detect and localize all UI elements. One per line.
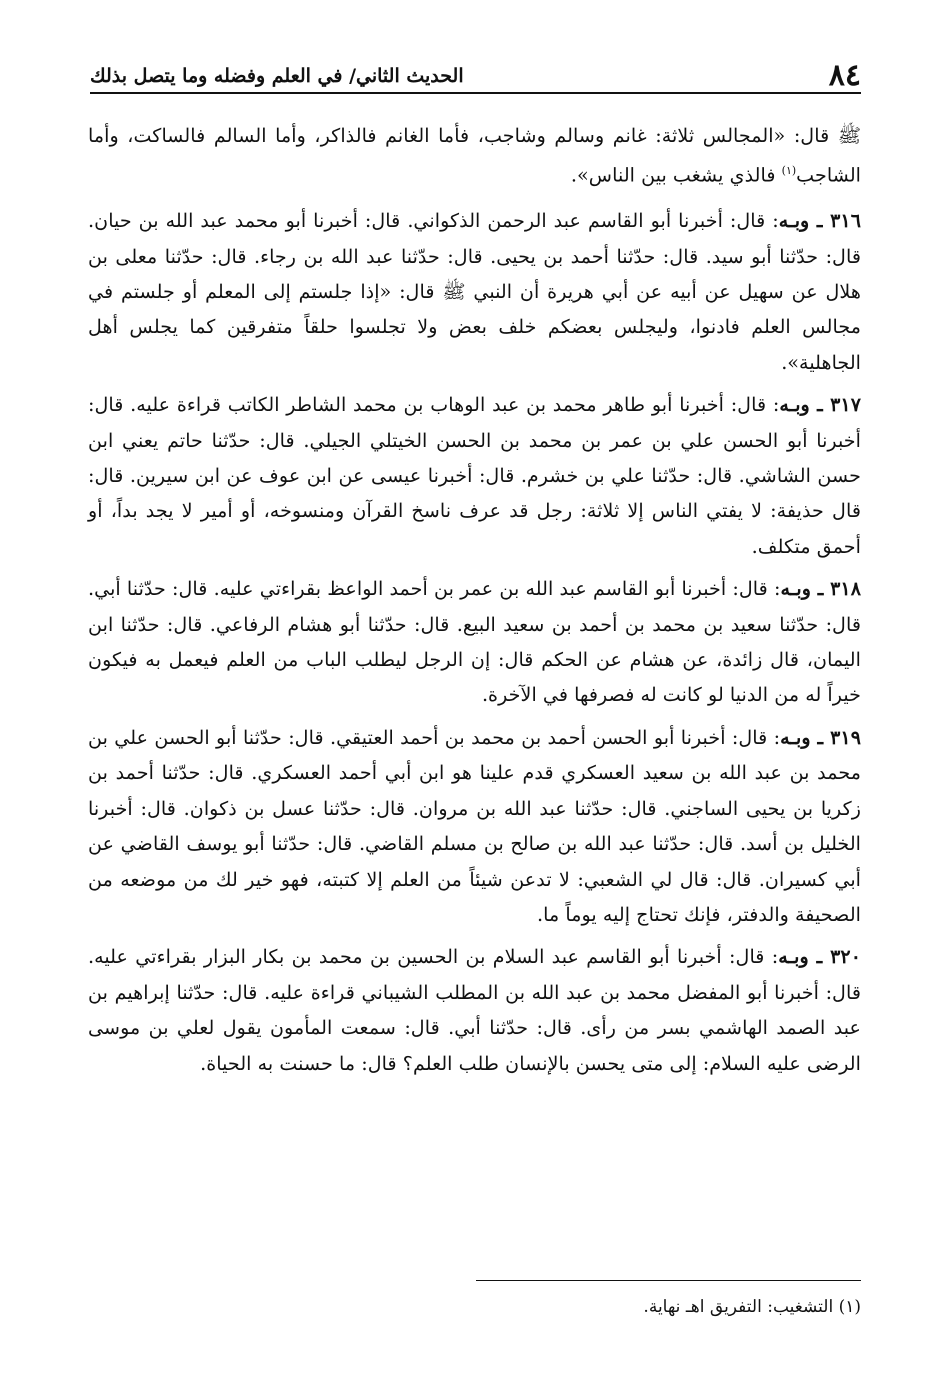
paragraph-text: : قال: أخبرنا أبو القاسم عبد الله بن عمر بن أحمد الواعظ بقراءتي عليه. قال: حدّثنا أبي. قال: حدّثنا سعيد بن محمد بن أحمد بن سعيد البيع. قال: حدّثنا أبو هشام الرفاعي. قال: حدّثنا ابن اليمان، قال زائدة، عن هشام عن الحكم قال: إن الرجل ليطلب الباب من العلم فيعمل به فيكون خيراً له من الدنيا لو كانت له فصرفها في الآخرة.	[88, 577, 861, 707]
paragraph-text: : قال: أخبرنا أبو الحسن أحمد بن محمد بن أحمد العتيقي. قال: حدّثنا أبو الحسن علي بن محمد بن عبد الله بن سعيد العسكري قدم علينا هو ابن أبي أحمد العسكري. قال: حدّثنا أحمد بن زكريا بن يحيى الساجني. قال: حدّثنا عبد الله بن مروان. قال: حدّثنا عسل بن ذكوان. قال: أخبرنا الخليل بن أسد. قال: حدّثنا عبد الله بن صالح بن مسلم القاضي. قال: حدّثنا أبو يوسف القاضي عن أبي كسيران. قال: قال لي الشعبي: لا تدعن شيئاً من العلم إلا كتبته، فهو خير لك من موضعه من الصحيفة والدفتر، فإنك تحتاج إليه يوماً ما.	[88, 725, 861, 926]
paragraph-text: : قال: أخبرنا أبو طاهر محمد بن عبد الوهاب بن محمد الشاطر الكاتب قراءة عليه. قال: أخبرنا أبو الحسن علي بن عمر بن محمد بن الحسن الخيتلي الجيلي. قال: حدّثنا حاتم يعني ابن حسن الشاشي. قال: حدّثنا علي بن خشرم. قال: أخبرنا عيسى عن ابن عوف عن ابن سيرين. قال: قال حذيفة: لا يفتي الناس إلا ثلاثة: رجل قد عرف ناسخ القرآن ومنسوخه، أو أمير لا يجد بداً، أو أحمق متكلف.	[88, 393, 861, 558]
paragraph-text: : قال: أخبرنا أبو القاسم عبد الرحمن الذكواني. قال: أخبرنا أبو محمد عبد الله بن حيان. قال: حدّثنا أبو سيد. قال: حدّثنا أحمد بن يحيى. قال: حدّثنا عبد الله بن رجاء. قال: حدّثنا معلى بن هلال عن سهيل عن أبيه عن أبي هريرة أن النبي ﷺ قال: «إذا جلستم إلى المعلم أو جلستم في مجالس العلم فادنوا، وليجلس بعضكم خلف بعض ولا تجلسوا حلقاً متفرقين كما يجلس أهل الجاهلية».	[88, 209, 861, 374]
main-text	[88, 118, 861, 1088]
footnote: (١) التشغيب: التفريق اهـ نهاية.	[643, 1297, 861, 1317]
hadith-320	[88, 939, 861, 1081]
hadith-316	[88, 203, 861, 380]
hadith-317	[88, 387, 861, 564]
paragraph-continuation	[88, 118, 861, 193]
hadith-number: ٣٢٠ ـ وبـه	[778, 945, 862, 969]
hadith-number: ٣١٨ ـ وبـه	[780, 577, 862, 601]
hadith-number: ٣١٦ ـ وبـه	[778, 209, 861, 233]
hadith-number: ٣١٩ ـ وبـه	[780, 725, 861, 749]
paragraph-text: : قال: أخبرنا أبو القاسم عبد السلام بن الحسين بن محمد بن بكار البزار بقراءتي عليه. قال: أخبرنا أبو المفضل محمد بن عبد الله بن المطلب الشيباني قراءة عليه. قال: حدّثنا إبراهيم بن عبد الصمد الهاشمي بسر من رأى. قال: حدّثنا أبي. قال: سمعت المأمون يقول لعلي بن موسى الرضى عليه السلام: إلى متى يحسن بالإنسان طلب العلم؟ قال: ما حسنت به الحياة.	[88, 945, 861, 1075]
footnote-ref[interactable]: (١)	[781, 164, 797, 178]
page-number: ٨٤	[828, 58, 861, 93]
page-header	[90, 56, 861, 96]
running-title: الحديث الثاني/ في العلم وفضله وما يتصل بذلك	[90, 65, 464, 87]
hadith-number: ٣١٧ ـ وبـه	[779, 393, 861, 417]
paragraph-text: ﷺ قال: «المجالس ثلاثة: غانم وسالم وشاجب، فأما الغانم فالذاكر، وأما السالم فالساكت، وأما الشاجب	[88, 124, 861, 187]
hadith-318	[88, 571, 861, 713]
paragraph-text: فالذي يشغب بين الناس».	[570, 163, 782, 187]
footnote-divider	[476, 1280, 861, 1281]
header-rule	[90, 92, 861, 94]
hadith-319	[88, 720, 861, 932]
